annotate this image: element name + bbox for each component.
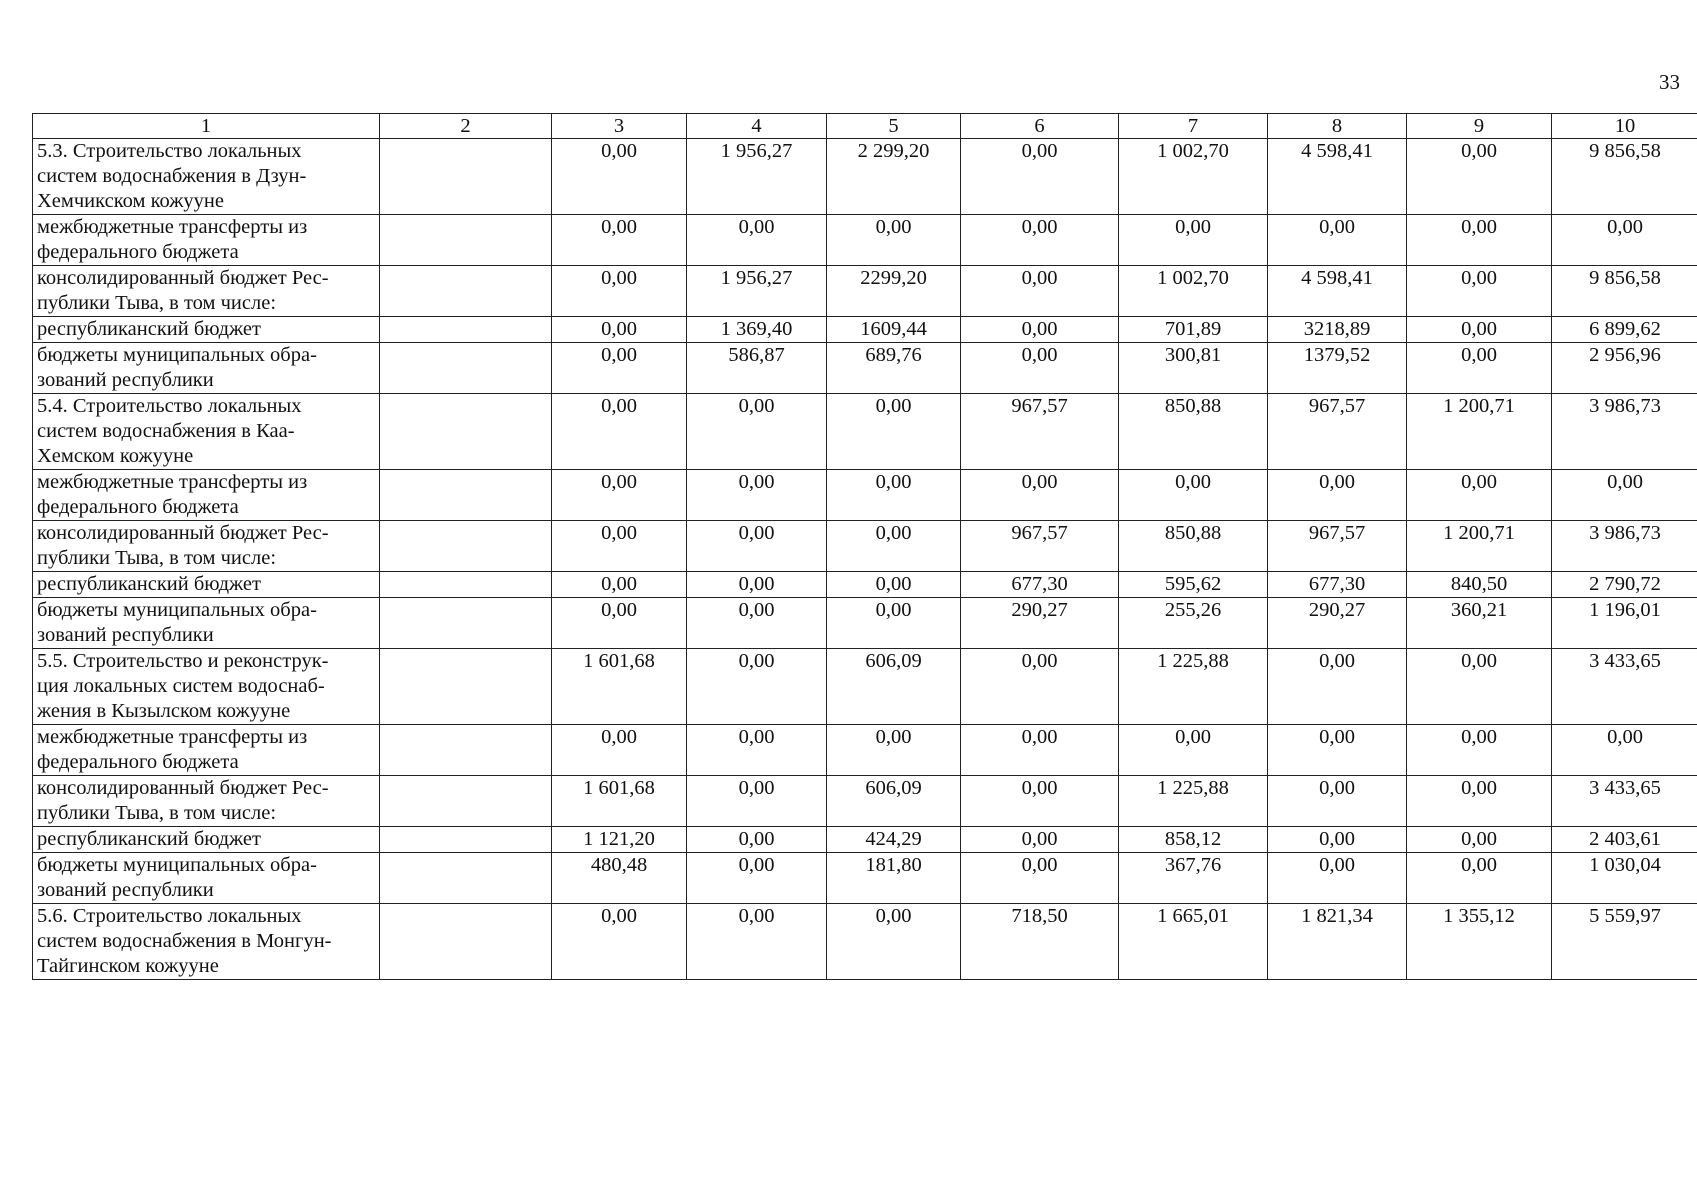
value-cell: 677,30 [961,572,1119,598]
column-header: 8 [1268,114,1407,139]
column-header: 4 [687,114,827,139]
table-row [33,266,1697,317]
value-cell: 0,00 [827,725,961,776]
value-cell: 0,00 [961,343,1119,394]
value-cell: 0,00 [1407,215,1552,266]
value-cell: 0,00 [552,725,687,776]
value-cell: 2 403,61 [1552,827,1697,853]
table-row [33,598,1697,649]
row-label-line: федерального бюджета [37,496,239,518]
empty-cell [380,853,552,904]
value-cell: 0,00 [1407,139,1552,215]
value-cell: 3218,89 [1268,317,1407,343]
value-cell: 0,00 [1407,649,1552,725]
value-cell: 677,30 [1268,572,1407,598]
value-cell: 0,00 [552,598,687,649]
empty-cell [380,470,552,521]
value-cell: 1 200,71 [1407,521,1552,572]
table-row [33,317,1697,343]
row-label-line: федерального бюджета [37,751,239,773]
budget-table [32,113,1697,980]
value-cell: 0,00 [961,776,1119,827]
row-label [33,725,380,776]
value-cell: 1379,52 [1268,343,1407,394]
value-cell: 4 598,41 [1268,266,1407,317]
row-label-line: межбюджетные трансферты из [37,726,308,748]
value-cell: 0,00 [552,394,687,470]
value-cell: 1 225,88 [1119,776,1268,827]
value-cell: 0,00 [552,470,687,521]
value-cell: 0,00 [961,139,1119,215]
row-label-line: республиканский бюджет [37,573,261,595]
row-label-line: межбюджетные трансферты из [37,216,308,238]
value-cell: 0,00 [961,649,1119,725]
value-cell: 0,00 [1407,470,1552,521]
table-row [33,649,1697,725]
value-cell: 2299,20 [827,266,961,317]
value-cell: 606,09 [827,649,961,725]
value-cell: 2 299,20 [827,139,961,215]
value-cell: 0,00 [687,853,827,904]
row-label [33,266,380,317]
row-label [33,853,380,904]
page-number: 33 [1659,70,1680,94]
value-cell: 0,00 [687,521,827,572]
row-label-line: консолидированный бюджет Рес- [37,777,329,799]
value-cell: 0,00 [1268,827,1407,853]
value-cell: 0,00 [687,776,827,827]
value-cell: 300,81 [1119,343,1268,394]
row-label-line: зований республики [37,624,214,646]
value-cell: 0,00 [1407,827,1552,853]
value-cell: 0,00 [1552,215,1697,266]
value-cell: 0,00 [1268,649,1407,725]
value-cell: 0,00 [961,266,1119,317]
row-label-line: республиканский бюджет [37,318,261,340]
empty-cell [380,776,552,827]
value-cell: 290,27 [961,598,1119,649]
empty-cell [380,649,552,725]
value-cell: 0,00 [1119,215,1268,266]
value-cell: 0,00 [552,317,687,343]
value-cell: 0,00 [1119,725,1268,776]
value-cell: 424,29 [827,827,961,853]
value-cell: 1 002,70 [1119,266,1268,317]
table-row [33,853,1697,904]
value-cell: 967,57 [961,394,1119,470]
row-label-line: публики Тыва, в том числе: [37,802,277,824]
value-cell: 0,00 [1268,776,1407,827]
row-label-line: федерального бюджета [37,241,239,263]
value-cell: 1 030,04 [1552,853,1697,904]
value-cell: 0,00 [961,827,1119,853]
column-header: 2 [380,114,552,139]
value-cell: 0,00 [552,266,687,317]
row-label-line: Хемчикском кожууне [37,190,224,212]
value-cell: 0,00 [827,470,961,521]
value-cell: 858,12 [1119,827,1268,853]
row-label [33,215,380,266]
row-label-line: консолидированный бюджет Рес- [37,267,329,289]
value-cell: 1609,44 [827,317,961,343]
value-cell: 0,00 [827,598,961,649]
value-cell: 1 121,20 [552,827,687,853]
value-cell: 586,87 [687,343,827,394]
row-label-line: систем водоснабжения в Монгун- [37,930,332,952]
value-cell: 3 986,73 [1552,521,1697,572]
value-cell: 595,62 [1119,572,1268,598]
value-cell: 290,27 [1268,598,1407,649]
value-cell: 2 956,96 [1552,343,1697,394]
row-label-line: 5.4. Строительство локальных [37,395,302,417]
row-label-line: Хемском кожууне [37,445,194,467]
row-label [33,470,380,521]
column-header: 3 [552,114,687,139]
value-cell: 0,00 [552,343,687,394]
row-label [33,343,380,394]
value-cell: 1 956,27 [687,266,827,317]
value-cell: 4 598,41 [1268,139,1407,215]
table-row [33,470,1697,521]
value-cell: 9 856,58 [1552,139,1697,215]
table-row [33,725,1697,776]
value-cell: 1 355,12 [1407,904,1552,980]
empty-cell [380,343,552,394]
value-cell: 0,00 [1407,266,1552,317]
value-cell: 1 196,01 [1552,598,1697,649]
column-header: 1 [33,114,380,139]
value-cell: 1 200,71 [1407,394,1552,470]
table-row [33,827,1697,853]
value-cell: 0,00 [687,598,827,649]
value-cell: 0,00 [827,521,961,572]
row-label [33,139,380,215]
value-cell: 367,76 [1119,853,1268,904]
value-cell: 0,00 [687,904,827,980]
value-cell: 3 433,65 [1552,776,1697,827]
value-cell: 606,09 [827,776,961,827]
value-cell: 0,00 [687,394,827,470]
row-label-line: зований республики [37,879,214,901]
column-header: 7 [1119,114,1268,139]
value-cell: 5 559,97 [1552,904,1697,980]
value-cell: 0,00 [552,521,687,572]
value-cell: 0,00 [1407,776,1552,827]
column-header: 6 [961,114,1119,139]
value-cell: 1 665,01 [1119,904,1268,980]
value-cell: 0,00 [961,853,1119,904]
value-cell: 0,00 [1268,853,1407,904]
table-row [33,572,1697,598]
row-label-line: бюджеты муниципальных обра- [37,344,317,366]
row-label-line: публики Тыва, в том числе: [37,292,277,314]
value-cell: 0,00 [827,215,961,266]
value-cell: 255,26 [1119,598,1268,649]
row-label-line: 5.3. Строительство локальных [37,140,302,162]
empty-cell [380,904,552,980]
value-cell: 3 433,65 [1552,649,1697,725]
row-label-line: ция локальных систем водоснаб- [37,675,325,697]
empty-cell [380,139,552,215]
value-cell: 0,00 [1268,470,1407,521]
value-cell: 0,00 [687,827,827,853]
table-row [33,394,1697,470]
table-row [33,904,1697,980]
row-label [33,598,380,649]
row-label [33,904,380,980]
row-label-line: консолидированный бюджет Рес- [37,522,329,544]
value-cell: 1 956,27 [687,139,827,215]
row-label-line: бюджеты муниципальных обра- [37,599,317,621]
row-label [33,521,380,572]
row-label-line: бюджеты муниципальных обра- [37,854,317,876]
value-cell: 967,57 [1268,394,1407,470]
empty-cell [380,598,552,649]
value-cell: 1 225,88 [1119,649,1268,725]
value-cell: 0,00 [687,725,827,776]
value-cell: 0,00 [1552,470,1697,521]
empty-cell [380,521,552,572]
value-cell: 0,00 [687,470,827,521]
row-label-line: систем водоснабжения в Дзун- [37,165,307,187]
value-cell: 1 601,68 [552,776,687,827]
column-header: 5 [827,114,961,139]
value-cell: 0,00 [1268,725,1407,776]
value-cell: 1 601,68 [552,649,687,725]
value-cell: 850,88 [1119,394,1268,470]
row-label-line: зований республики [37,369,214,391]
row-label [33,649,380,725]
row-label-line: 5.5. Строительство и реконструк- [37,650,329,672]
value-cell: 0,00 [1407,853,1552,904]
row-label-line: публики Тыва, в том числе: [37,547,277,569]
empty-cell [380,266,552,317]
value-cell: 0,00 [687,572,827,598]
value-cell: 0,00 [687,215,827,266]
value-cell: 0,00 [827,904,961,980]
value-cell: 0,00 [1268,215,1407,266]
value-cell: 181,80 [827,853,961,904]
value-cell: 967,57 [961,521,1119,572]
value-cell: 689,76 [827,343,961,394]
table-row [33,521,1697,572]
row-label-line: межбюджетные трансферты из [37,471,308,493]
value-cell: 701,89 [1119,317,1268,343]
header-row [33,114,1697,139]
value-cell: 480,48 [552,853,687,904]
empty-cell [380,725,552,776]
value-cell: 0,00 [961,317,1119,343]
row-label-line: жения в Кызылском кожууне [37,700,291,722]
value-cell: 0,00 [687,649,827,725]
row-label [33,394,380,470]
value-cell: 0,00 [552,215,687,266]
value-cell: 0,00 [961,215,1119,266]
value-cell: 0,00 [1407,725,1552,776]
value-cell: 0,00 [961,470,1119,521]
value-cell: 0,00 [961,725,1119,776]
empty-cell [380,317,552,343]
empty-cell [380,215,552,266]
value-cell: 1 369,40 [687,317,827,343]
value-cell: 360,21 [1407,598,1552,649]
row-label [33,317,380,343]
row-label-line: 5.6. Строительство локальных [37,905,302,927]
value-cell: 0,00 [827,572,961,598]
table-row [33,776,1697,827]
value-cell: 0,00 [552,139,687,215]
value-cell: 2 790,72 [1552,572,1697,598]
value-cell: 9 856,58 [1552,266,1697,317]
value-cell: 3 986,73 [1552,394,1697,470]
row-label [33,776,380,827]
value-cell: 1 821,34 [1268,904,1407,980]
value-cell: 718,50 [961,904,1119,980]
table-row [33,343,1697,394]
empty-cell [380,572,552,598]
value-cell: 0,00 [1119,470,1268,521]
column-header: 9 [1407,114,1552,139]
value-cell: 840,50 [1407,572,1552,598]
value-cell: 0,00 [552,572,687,598]
value-cell: 850,88 [1119,521,1268,572]
row-label-line: систем водоснабжения в Каа- [37,420,295,442]
empty-cell [380,394,552,470]
value-cell: 0,00 [552,904,687,980]
value-cell: 1 002,70 [1119,139,1268,215]
value-cell: 0,00 [1407,343,1552,394]
row-label-line: республиканский бюджет [37,828,261,850]
value-cell: 0,00 [1552,725,1697,776]
row-label [33,572,380,598]
table-row [33,139,1697,215]
row-label-line: Тайгинском кожууне [37,955,219,977]
table-row [33,215,1697,266]
column-header: 10 [1552,114,1697,139]
value-cell: 0,00 [827,394,961,470]
value-cell: 0,00 [1407,317,1552,343]
empty-cell [380,827,552,853]
row-label [33,827,380,853]
value-cell: 967,57 [1268,521,1407,572]
value-cell: 6 899,62 [1552,317,1697,343]
